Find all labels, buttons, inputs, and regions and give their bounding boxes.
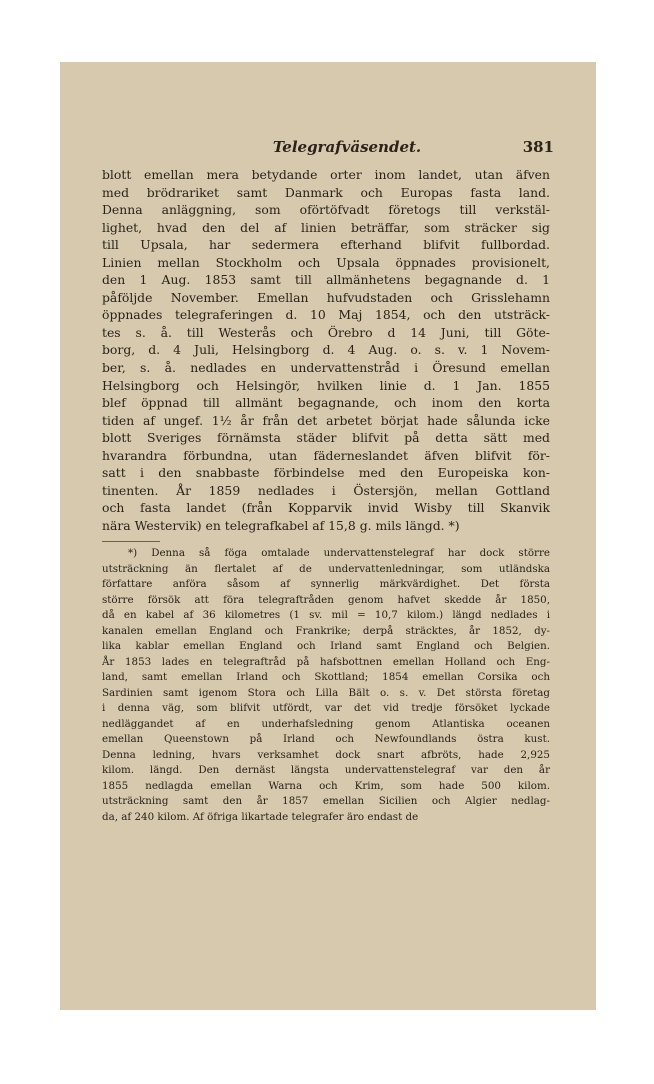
text-line: tinenten. År 1859 nedlades i Östersjön, mellan Gottland xyxy=(102,482,550,498)
footnote-line: då en kabel af 36 kilometres (1 sv. mil = 10,7 kilom.) längd nedlades i xyxy=(102,609,550,622)
text-line: till Upsala, har sedermera efterhand blifvit fullbordad. xyxy=(102,237,550,253)
text-line: påföljde November. Emellan hufvudstaden och Grisslehamn xyxy=(102,289,550,305)
running-header xyxy=(140,138,554,158)
text-line: med brödrariket samt Danmark och Europas fasta land. xyxy=(102,184,550,200)
footnote-line: nedläggandet af en underhafsledning genom Atlantiska oceanen xyxy=(102,717,550,730)
running-title: Telegrafväsendet. xyxy=(272,138,422,156)
footnote-line: land, samt emellan Irland och Skottland; 1854 emellan Corsika och xyxy=(102,671,550,684)
footnote-line: kanalen emellan England och Frankrike; derpå sträcktes, år 1852, dy- xyxy=(102,624,550,637)
footnote-line: Denna ledning, hvars verksamhet dock snart afbröts, hade 2,925 xyxy=(102,748,550,761)
text-line: och fasta landet (från Kopparvik invid Wisby till Skanvik xyxy=(102,500,550,516)
book-page xyxy=(60,62,596,1010)
text-line: ber, s. å. nedlades en undervattenstråd i Öresund emellan xyxy=(102,360,550,376)
footnote-line: År 1853 lades en telegraftråd på hafsbottnen emellan Holland och Eng- xyxy=(102,655,550,668)
text-line: lighet, hvad den del af linien beträffar, som sträcker sig xyxy=(102,219,550,235)
footnote-line: *) Denna så föga omtalade undervattenstelegraf har dock större xyxy=(128,547,550,560)
text-line: öppnades telegraferingen d. 10 Maj 1854, och den utsträck- xyxy=(102,307,550,323)
footnote-line: större försök att föra telegraftråden genom hafvet skedde år 1850, xyxy=(102,593,550,606)
text-line: Linien mellan Stockholm och Upsala öppnades provisionelt, xyxy=(102,254,550,270)
text-line: borg, d. 4 Juli, Helsingborg d. 4 Aug. o. s. v. 1 Novem- xyxy=(102,342,550,358)
footnote-line: 1855 nedlagda emellan Warna och Krim, som hade 500 kilom. xyxy=(102,779,550,792)
text-line: hvarandra förbundna, utan fäderneslandet äfven blifvit för- xyxy=(102,447,550,463)
footnote-line: utsträckning än flertalet af de undervattenledningar, som utländska xyxy=(102,562,550,575)
text-line: Helsingborg och Helsingör, hvilken linie d. 1 Jan. 1855 xyxy=(102,377,550,393)
page-body xyxy=(102,166,550,825)
text-line: tiden af ungef. 1½ år från det arbetet börjat hade sålunda icke xyxy=(102,412,550,428)
text-line: satt i den snabbaste förbindelse med den Europeiska kon- xyxy=(102,465,550,481)
footnote-line: lika kablar emellan England och Irland samt England och Belgien. xyxy=(102,640,550,653)
text-line: blott Sveriges förnämsta städer blifvit på detta sätt med xyxy=(102,430,550,446)
footnote-line: emellan Queenstown på Irland och Newfoundlands östra kust. xyxy=(102,733,550,746)
main-text xyxy=(102,166,550,534)
footnote-line: i denna väg, som blifvit utfördt, var det vid tredje försöket lyckade xyxy=(102,702,550,715)
footnote-line: kilom. längd. Den dernäst längsta undervattenstelegraf var den år xyxy=(102,764,550,777)
text-line: tes s. å. till Westerås och Örebro d 14 Juni, till Göte- xyxy=(102,324,550,340)
footnote xyxy=(102,546,550,825)
footnote-divider xyxy=(102,541,160,542)
footnote-line: Sardinien samt igenom Stora och Lilla Bält o. s. v. Det största företag xyxy=(102,686,550,699)
text-line: Denna anläggning, som oförtöfvadt företogs till verkstäl- xyxy=(102,202,550,218)
footnote-line: utsträckning samt den år 1857 emellan Sicilien och Algier nedlag- xyxy=(102,795,550,808)
page-number: 381 xyxy=(522,138,554,156)
text-line: nära Westervik) en telegrafkabel af 15,8 g. mils längd. *) xyxy=(102,517,460,533)
text-line: blott emellan mera betydande orter inom landet, utan äfven xyxy=(102,167,550,182)
footnote-line: författare anföra såsom af synnerlig märkvärdighet. Det första xyxy=(102,578,550,591)
footnote-line: da, af 240 kilom. Af öfriga likartade telegrafer äro endast de xyxy=(102,810,419,823)
text-line: blef öppnad till allmänt begagnande, och inom den korta xyxy=(102,395,550,411)
text-line: den 1 Aug. 1853 samt till allmänhetens begagnande d. 1 xyxy=(102,272,550,288)
